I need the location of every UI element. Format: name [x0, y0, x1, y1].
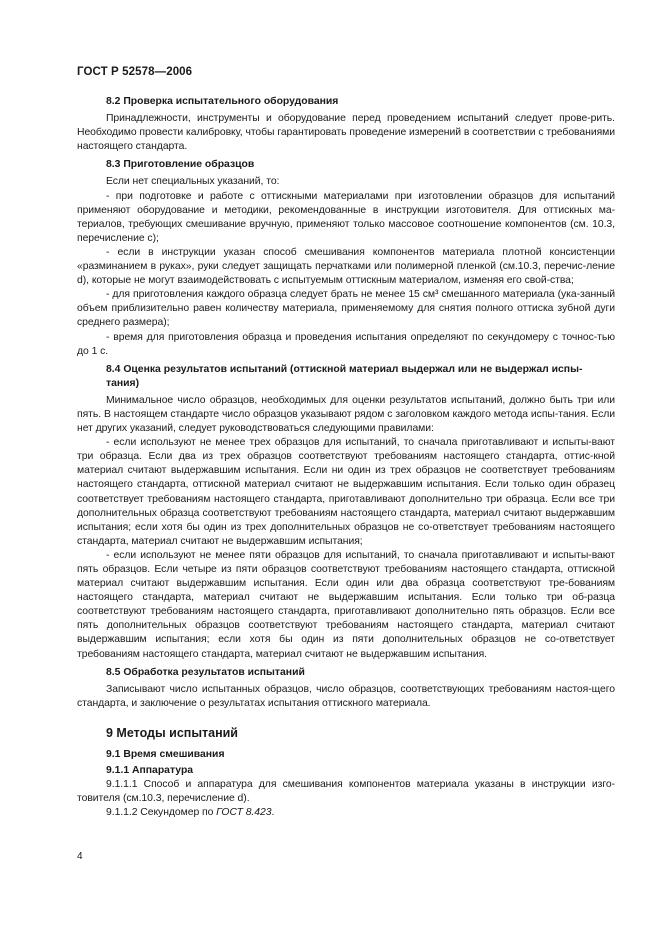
section-8-3-paragraph: - время для приготовления образца и проведения испытания определяют по секундомеру с точнос-тью до 1 с. [77, 331, 615, 357]
section-8-2-heading: 8.2 Проверка испытательного оборудования [106, 96, 339, 107]
section-9-1-heading: 9.1 Время смешивания [106, 749, 225, 761]
section-8-2-paragraph: Принадлежности, инструменты и оборудование перед проведением испытаний следует прове-рить. Необходимо провести калибровку, чтобы гарантировать проведение измерений в соответствии с требованиями настоящего стандарта. [77, 113, 615, 153]
section-9-1-1-1-paragraph: 9.1.1.1 Способ и аппаратура для смешивания компонентов материала указаны в инструкции изго-товителя (см.10.3, перечисление d). [77, 779, 615, 805]
section-8-4-heading [77, 363, 615, 391]
section-8-3-paragraph: - при подготовке и работе с оттискными материалами при изготовлении образцов для испытаний применяют оборудование и методики, рекомендованные в инструкции изготовителя. Для оттискных ма-териалов, требующих смешивание вручную, применяют только массовое соотношение компонентов (см. 10.3, перечисление с); [77, 190, 615, 244]
document-body [77, 95, 615, 821]
section-8-5-heading: 8.5 Обработка результатов испытаний [106, 666, 305, 678]
section-9-1-1-2-prefix: 9.1.1.2 Секундомер по [106, 807, 217, 819]
section-9-1-1-2-paragraph [77, 806, 615, 820]
standard-code-header: ГОСТ Р 52578—2006 [77, 66, 193, 78]
section-9-heading: 9 Методы испытаний [106, 725, 238, 740]
section-8-4-paragraph: - если используют не менее пяти образцов для испытаний, то сначала приготавливают и испыты-вают пять образцов. Если четыре из пяти образцов соответствуют требованиям настоящего стандарта, оттискной материал считают выдержавшим испытания. Если один или два образца соответствуют тре-бованиям настоящего стандарта, материал считают не выдержавшим испытания. Если только три об-разца соответствуют требованиям настоящего стандарта, приготавливают дополнительно пять образцов. Если все пять дополнительных образцов соответствуют требованиям настоящего стандарта, материал считают выдержавшим испытания; если хотя бы один из пяти дополнительных образцов не со-ответствует требованиям настоящего стандарта, материал считают не выдержавшим испытания. [77, 549, 615, 660]
section-8-3-paragraph: Если нет специальных указаний, то: [106, 176, 280, 188]
page-number: 4 [77, 851, 83, 862]
gost-reference-link[interactable]: ГОСТ 8.423 [216, 807, 272, 819]
section-9-1-1-2-suffix: . [271, 807, 275, 819]
section-8-5-paragraph: Записывают число испытанных образцов, число образцов, соответствующих требованиям настоя-щего стандарта, и заключение о результатах испытания оттискного материала. [77, 683, 615, 709]
section-8-4-paragraph: - если используют не менее трех образцов для испытаний, то сначала приготавливают и испыты-вают три образца. Если два из трех образцов соответствуют требованиям настоящего стандарта, оттис-кной материал считают выдержавшим испытания. Если ни один из трех образцов не соответствует требованиям настоящего стандарта, оттискной материал считают не выдержавшим испытания. Если только один образец соответствует требованиям настоящего стандарта, приготавливают дополнительно три образца. Если все три дополнительных образца соответствуют требованиям настоящего стандарта, материал считают выдержавшим испытания; если хотя бы один из трех дополнительных образцов не со-ответствует требованиям настоящего стандарта, материал считают не выдержавшим испытания; [77, 437, 615, 547]
section-8-3-paragraph: - если в инструкции указан способ смешивания компонентов материала плотной консистенции «разминанием в руках», руки следует защищать перчатками или полимерной пленкой (см.10.3, перечис-ление d), которые не могут взаимодействовать с испытуемым оттискным материалом, изменяя его свой-ства; [77, 246, 615, 287]
section-8-4-paragraph: Минимальное число образцов, необходимых для оценки результатов испытаний, должно быть три или пять. В настоящем стандарте число образцов указывают рядом с заголовком каждого метода испы-тания. Если нет других указаний, следует руководствоваться следующими правилами: [77, 394, 615, 435]
section-8-4-heading-text: 8.4 Оценка результатов испытаний (оттискной материал выдержал или не выдержал испы-тания) [106, 363, 583, 389]
section-8-3-paragraph: - для приготовления каждого образца следует брать не менее 15 см³ смешанного материала (ука-занный объем приблизительно равен количеству материала, применяемому для снятия полного оттиска зубной дуги среднего размера); [77, 289, 615, 329]
section-9-1-1-heading: 9.1.1 Аппаратура [106, 765, 194, 777]
section-8-3-heading: 8.3 Приготовление образцов [106, 159, 255, 171]
